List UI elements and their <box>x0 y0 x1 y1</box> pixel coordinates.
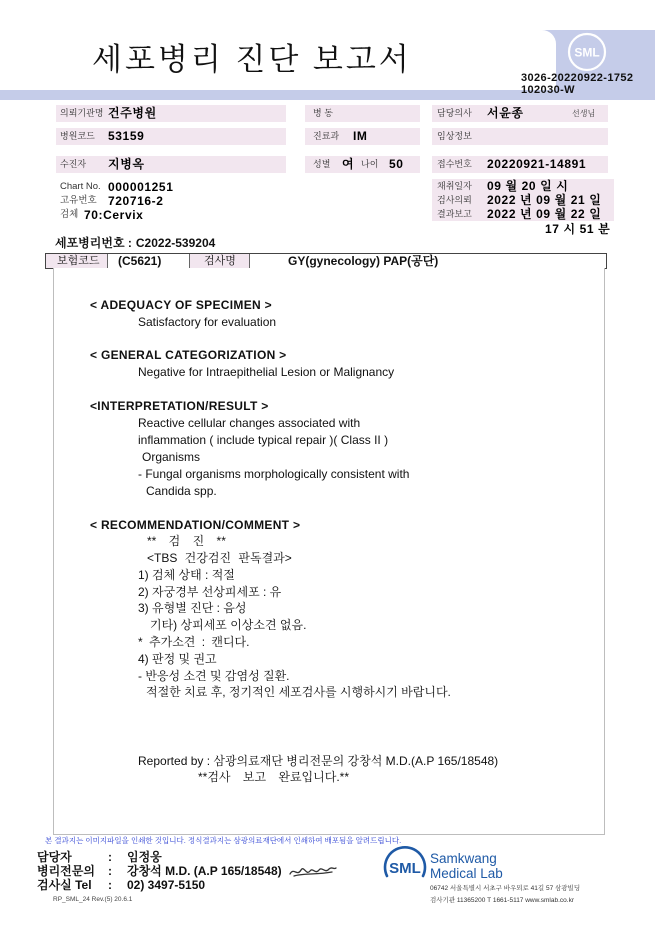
pathology-number-value: C2022-539204 <box>135 236 216 250</box>
doctor-value: 서윤종 <box>487 106 524 120</box>
report-title: 세포병리 진단 보고서 <box>92 42 412 77</box>
department-cell <box>305 128 420 145</box>
department-label: 진료과 <box>313 131 340 141</box>
print-notice: 본 결과지는 이미지파일을 인쇄한 것입니다. 정식결과지는 삼광의료재단에서 인쇄하여 배포됨을 알려드립니다. <box>45 836 402 845</box>
chart-no-label: Chart No. <box>60 181 101 192</box>
patient-label: 수진자 <box>60 159 87 169</box>
report-body <box>53 268 605 835</box>
request-date-label: 검사의뢰 <box>437 195 472 205</box>
lab-contact: 검사기관 11365200 T 1661-5117 www.smlab.co.kr <box>430 897 574 904</box>
recommendation-line: 3) 유형별 진단 : 음성 <box>138 601 247 615</box>
doctor-suffix: 선생님 <box>572 109 596 118</box>
insurance-code-label: 보험코드 <box>46 254 108 268</box>
hospital-code-value: 53159 <box>108 129 145 143</box>
interpretation-line: Candida spp. <box>146 484 217 498</box>
staff-value: 02) 3497-5150 <box>127 878 206 892</box>
report-date-value: 2022 년 09 월 22 일 <box>487 207 602 221</box>
reported-by: Reported by : 삼광의료재단 병리전문의 강창석 M.D.(A.P 165/18548) <box>138 754 499 768</box>
categorization-line: Negative for Intraepithelial Lesion or Malignancy <box>138 365 395 379</box>
pathologist-signature <box>288 861 338 881</box>
staff-value: 강창석 M.D. (A.P 165/18548) <box>127 864 282 878</box>
unique-no-value: 720716-2 <box>108 194 164 208</box>
ward-cell <box>305 105 420 122</box>
adequacy-heading: < ADEQUACY OF SPECIMEN > <box>90 298 272 312</box>
pathology-number <box>55 236 215 250</box>
staff-separator: : <box>108 878 112 892</box>
recommendation-line: 2) 자궁경부 선상피세포 : 유 <box>138 585 282 599</box>
report-date-cell <box>432 207 614 221</box>
interpretation-line: Organisms <box>142 450 201 464</box>
hospital-code-label: 병원코드 <box>60 131 95 141</box>
age-label: 나이 <box>361 159 379 169</box>
staff-value: 임정웅 <box>127 850 162 864</box>
interpretation-line: - Fungal organisms morphologically consistent with <box>138 467 410 481</box>
title-tab <box>0 30 556 90</box>
staff-separator: : <box>108 864 112 878</box>
adequacy-line: Satisfactory for evaluation <box>138 315 277 329</box>
pathology-number-label: 세포병리번호 : <box>55 236 132 250</box>
test-name-value: GY(gynecology) PAP(공단) <box>288 254 439 268</box>
institution-value: 건주병원 <box>108 106 157 120</box>
sml-logo-header <box>566 31 608 73</box>
department-value: IM <box>353 129 368 143</box>
report-time-value: 17 시 51 분 <box>545 222 611 236</box>
receipt-no-value: 20220921-14891 <box>487 157 587 171</box>
recommendation-line: 기타) 상피세포 이상소견 없음. <box>150 618 307 632</box>
collection-date-cell <box>432 179 614 193</box>
recommendation-line: <TBS 건강검진 판독결과> <box>147 551 292 565</box>
completion-note: **검사 보고 완료입니다.** <box>198 770 350 784</box>
doctor-cell <box>432 105 608 122</box>
header-logo-text: SML <box>574 45 600 60</box>
recommendation-line: 1) 검체 상태 : 적절 <box>138 568 235 582</box>
recommendation-line: * 추가소견 : 캔디다. <box>138 635 250 649</box>
recommendation-heading: < RECOMMENDATION/COMMENT > <box>90 518 301 532</box>
report-date-label: 결과보고 <box>437 209 472 219</box>
sex-age-cell <box>305 156 420 173</box>
staff-label: 병리전문의 <box>37 864 95 878</box>
lab-name-line1: Samkwang <box>430 851 497 866</box>
request-date-value: 2022 년 09 월 21 일 <box>487 193 602 207</box>
insurance-code-value: (C5621) <box>108 254 190 268</box>
collection-date-value: 09 월 20 일 시 <box>487 179 569 193</box>
recommendation-line: ** 검 진 ** <box>147 534 226 548</box>
interpretation-line: inflammation ( include typical repair )( Class II ) <box>138 433 389 447</box>
form-code: RP_SML_24 Rev.(5) 20.6.1 <box>53 896 133 903</box>
collection-date-label: 채취일자 <box>437 181 472 191</box>
lab-name-line2: Medical Lab <box>430 866 503 881</box>
institution-cell <box>56 105 286 122</box>
clinical-info-label: 임상정보 <box>437 131 472 141</box>
lab-logo-text: SML <box>389 860 421 877</box>
hospital-code-cell <box>56 128 286 145</box>
age-value: 50 <box>389 157 404 171</box>
categorization-heading: < GENERAL CATEGORIZATION > <box>90 348 287 362</box>
clinical-info-cell <box>432 128 608 145</box>
receipt-no-cell <box>432 156 608 173</box>
recommendation-line: 4) 판정 및 권고 <box>138 652 217 666</box>
unique-no-label: 고유번호 <box>60 195 97 206</box>
institution-label: 의뢰기관명 <box>60 108 104 118</box>
staff-separator: : <box>108 850 112 864</box>
staff-label: 담당자 <box>37 850 72 864</box>
specimen-value: 70:Cervix <box>84 208 144 222</box>
patient-value: 지병옥 <box>108 157 145 171</box>
sex-value: 여 <box>342 157 355 171</box>
ward-label: 병 동 <box>313 108 333 118</box>
lab-address: 06742 서울특별시 서초구 바우뫼로 41길 57 삼광빌딩 <box>430 885 581 892</box>
interpretation-line: Reactive cellular changes associated with <box>138 416 361 430</box>
staff-label: 검사실 Tel <box>37 878 92 892</box>
interpretation-heading: <INTERPRETATION/RESULT > <box>90 399 269 413</box>
recommendation-line: 적절한 치료 후, 정기적인 세포검사를 시행하시기 바랍니다. <box>146 685 451 699</box>
specimen-label: 검체 <box>60 209 79 220</box>
test-name-label: 검사명 <box>190 254 250 268</box>
report-sub-id: 102030-W <box>521 84 575 96</box>
report-id: 3026-20220922-1752 <box>521 72 634 84</box>
chart-no-value: 000001251 <box>108 180 174 194</box>
recommendation-line: - 반응성 소견 및 감염성 질환. <box>138 669 290 683</box>
test-info-bar <box>45 253 607 269</box>
sex-label: 성별 <box>313 159 331 169</box>
receipt-no-label: 접수번호 <box>437 159 472 169</box>
samkwang-logo <box>382 845 428 891</box>
request-date-cell <box>432 193 614 207</box>
signature-stroke <box>294 872 332 876</box>
patient-cell <box>56 156 286 173</box>
doctor-label: 담당의사 <box>437 108 472 118</box>
